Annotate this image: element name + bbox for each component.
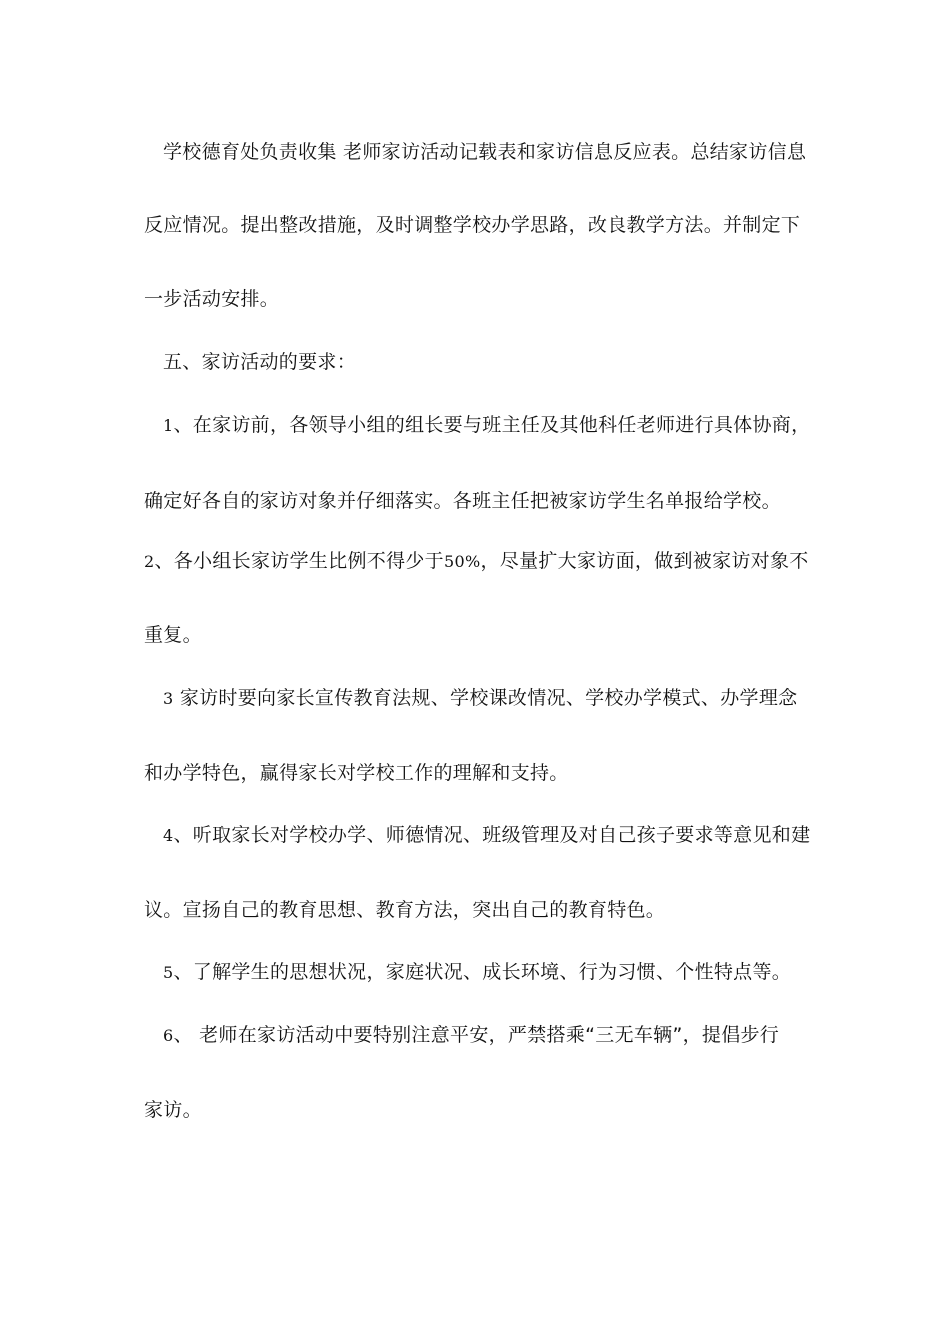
- line-text: 家访时要向家长宣传教育法规、学校课改情况、学校办学模式、办学理念: [173, 687, 798, 709]
- line-text: 、了解学生的思想状况，家庭状况、成长环境、行为习惯、个性特点等。: [173, 961, 792, 983]
- paragraph-line: [144, 213, 800, 237]
- item-number: 6: [163, 1026, 174, 1045]
- item-number: 4: [163, 826, 174, 845]
- percent-value: 50%: [444, 552, 481, 571]
- list-item-1: [163, 413, 810, 438]
- line-text: 一步活动安排。: [144, 288, 280, 310]
- line-text: 家访。: [144, 1099, 202, 1121]
- paragraph-line: [144, 489, 781, 513]
- section-heading: [163, 350, 356, 374]
- line-text: 、 老师在家访活动中要特别注意平安，严禁搭乘“三无车辆”，提倡步行: [173, 1024, 780, 1046]
- line-text: 确定好各自的家访对象并仔细落实。各班主任把被家访学生名单报给学校。: [144, 490, 781, 512]
- heading-text: 五、家访活动的要求：: [163, 351, 357, 373]
- line-text: 、听取家长对学校办学、师德情况、班级管理及对自己孩子要求等意见和建: [173, 824, 811, 846]
- list-item-6: [163, 1023, 779, 1048]
- paragraph-line: [163, 140, 806, 164]
- list-item-2: [144, 549, 809, 574]
- line-text: 重复。: [144, 624, 202, 646]
- list-item-3: [163, 686, 797, 711]
- line-text: 和办学特色，赢得家长对学校工作的理解和支持。: [144, 762, 569, 784]
- item-number: 2: [144, 552, 155, 571]
- paragraph-line: [144, 1098, 202, 1122]
- line-text: 议。宣扬自己的教育思想、教育方法，突出自己的教育特色。: [144, 899, 666, 921]
- item-number: 1: [163, 416, 174, 435]
- paragraph-line: [144, 761, 569, 785]
- line-text: 、在家访前，各领导小组的组长要与班主任及其他科任老师进行具体协商，: [173, 414, 811, 436]
- list-item-5: [163, 960, 791, 985]
- line-text: 学校德育处负责收集 老师家访活动记载表和家访信息反应表。总结家访信息: [163, 141, 807, 163]
- item-number: 5: [163, 963, 174, 982]
- paragraph-line: [144, 287, 279, 311]
- paragraph-line: [144, 623, 202, 647]
- line-text: ，尽量扩大家访面，做到被家访对象不: [480, 550, 809, 572]
- line-text: 、各小组长家访学生比例不得少于: [154, 550, 444, 572]
- paragraph-line: [144, 898, 665, 922]
- list-item-4: [163, 823, 810, 848]
- line-text: 反应情况。提出整改措施，及时调整学校办学思路，改良教学方法。并制定下: [144, 214, 801, 236]
- item-number: 3: [163, 689, 174, 708]
